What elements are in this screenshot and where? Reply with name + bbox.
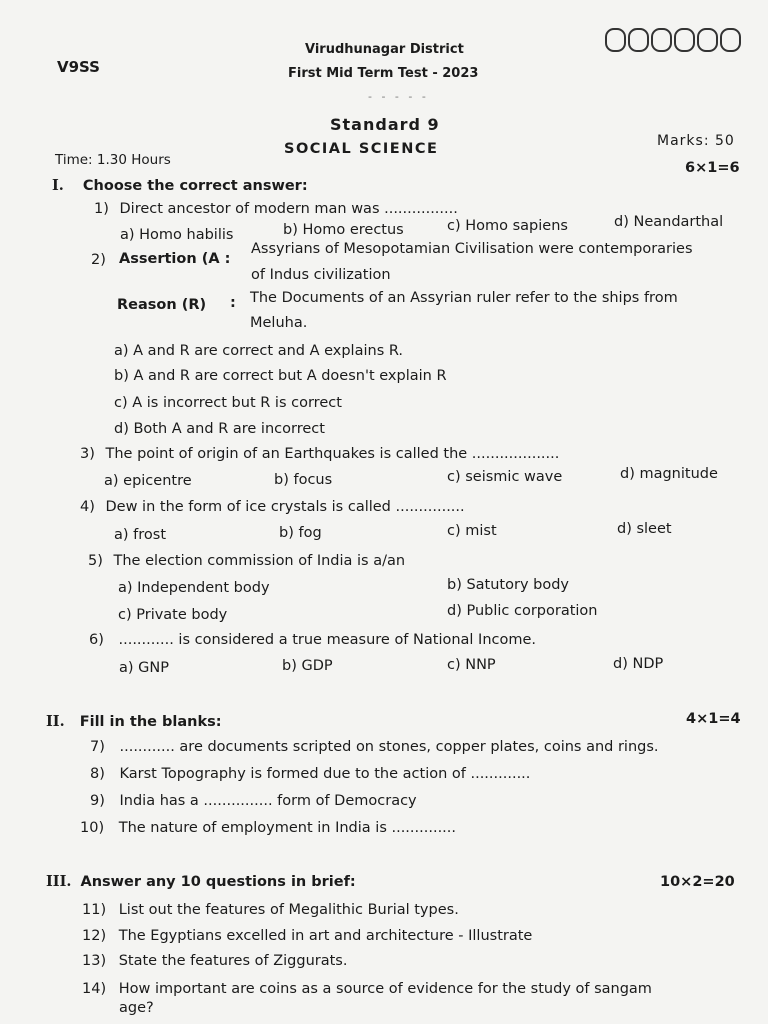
section-3-number: III. <box>46 873 72 890</box>
register-number-boxes <box>605 28 743 52</box>
q3-option-a: a) epicentre <box>104 473 192 489</box>
section-3-heading <box>46 873 356 890</box>
q5-option-b: b) Satutory body <box>447 577 570 593</box>
question-text: List out the features of Megalithic Burial types. <box>118 902 459 918</box>
header-divider: - - - - - <box>368 90 429 103</box>
q3-option-b: b) focus <box>274 472 333 488</box>
q4-option-a: a) frost <box>114 527 167 543</box>
question-11 <box>82 902 459 918</box>
question-text: The nature of employment in India is .............. <box>118 820 457 836</box>
question-number: 1) <box>94 201 109 217</box>
reason-colon: : <box>230 295 236 311</box>
question-text: ............ are documents scripted on stones, copper plates, coins and rings. <box>119 739 659 755</box>
question-12 <box>82 928 532 944</box>
section-2-heading <box>46 713 222 730</box>
section-1-number: I. <box>52 177 64 194</box>
q1-option-c: c) Homo sapiens <box>447 218 568 234</box>
question-number: 10) <box>80 820 105 836</box>
register-box <box>628 28 649 52</box>
question-text: Karst Topography is formed due to the action of ............. <box>119 766 531 782</box>
test-name: First Mid Term Test - 2023 <box>288 66 479 81</box>
q4-option-b: b) fog <box>279 525 322 541</box>
q4-option-d: d) sleet <box>617 521 672 537</box>
section-3-title: Answer any 10 questions in brief: <box>80 874 356 890</box>
question-text: India has a ............... form of Democracy <box>119 793 417 809</box>
section-3-marks: 10×2=20 <box>660 874 735 890</box>
question-number: 8) <box>90 766 105 782</box>
q5-option-d: d) Public corporation <box>447 603 598 619</box>
q2-option-b: b) A and R are correct but A doesn't explain R <box>114 368 447 384</box>
q4-option-c: c) mist <box>447 523 497 539</box>
question-14 <box>82 981 652 997</box>
question-2-number: 2) <box>91 252 106 268</box>
question-10 <box>80 820 456 836</box>
section-1-heading <box>52 177 308 194</box>
q2-option-a: a) A and R are correct and A explains R. <box>114 343 404 359</box>
question-number: 7) <box>90 739 105 755</box>
question-number: 11) <box>82 902 107 918</box>
question-number: 3) <box>80 446 95 462</box>
question-text: Dew in the form of ice crystals is called ............... <box>105 499 465 515</box>
q5-option-c: c) Private body <box>118 607 228 623</box>
section-1-title: Choose the correct answer: <box>82 178 308 194</box>
question-number: 9) <box>90 793 105 809</box>
assertion-text-line-1: Assyrians of Mesopotamian Civilisation were contemporaries <box>251 241 693 257</box>
question-number: 13) <box>82 953 107 969</box>
q6-option-a: a) GNP <box>119 660 169 676</box>
subject-title: SOCIAL SCIENCE <box>284 141 439 157</box>
question-number: 14) <box>82 981 107 997</box>
q6-option-c: c) NNP <box>447 657 496 673</box>
question-number: 4) <box>80 499 95 515</box>
section-2-title: Fill in the blanks: <box>79 714 222 730</box>
question-3 <box>80 446 559 462</box>
question-number: 6) <box>89 632 104 648</box>
question-text: The election commission of India is a/an <box>113 553 406 569</box>
q3-option-c: c) seismic wave <box>447 469 563 485</box>
question-text: State the features of Ziggurats. <box>118 953 348 969</box>
question-text: Direct ancestor of modern man was ................ <box>119 201 458 217</box>
q2-option-c: c) A is incorrect but R is correct <box>114 395 342 411</box>
question-5 <box>88 553 405 569</box>
register-box <box>651 28 672 52</box>
q2-option-d: d) Both A and R are incorrect <box>114 421 325 437</box>
question-13 <box>82 953 347 969</box>
q1-option-d: d) Neandarthal <box>614 214 724 230</box>
q5-option-a: a) Independent body <box>118 580 270 596</box>
section-2-marks: 4×1=4 <box>686 711 741 727</box>
reason-text-line-2: Meluha. <box>250 315 308 331</box>
q6-option-b: b) GDP <box>282 658 333 674</box>
reason-label: Reason (R) <box>117 297 207 313</box>
question-text-line-1: How important are coins as a source of evidence for the study of sangam <box>118 981 652 997</box>
question-14-line-2: age? <box>119 1000 154 1016</box>
exam-code: V9SS <box>57 58 100 76</box>
question-6 <box>89 632 536 648</box>
question-1 <box>94 201 458 217</box>
assertion-text-line-2: of Indus civilization <box>251 267 391 283</box>
district-name: Virudhunagar District <box>305 42 464 57</box>
question-text: The Egyptians excelled in art and architecture - Illustrate <box>118 928 533 944</box>
question-number: 12) <box>82 928 107 944</box>
standard-title: Standard 9 <box>330 115 440 134</box>
q3-option-d: d) magnitude <box>620 466 718 482</box>
reason-text-line-1: The Documents of an Assyrian ruler refer to the ships from <box>250 290 678 306</box>
question-4 <box>80 499 465 515</box>
register-box <box>674 28 695 52</box>
question-text: The point of origin of an Earthquakes is called the ................... <box>105 446 560 462</box>
register-box <box>720 28 741 52</box>
section-2-number: II. <box>46 713 65 730</box>
question-number: 5) <box>88 553 103 569</box>
q1-option-a: a) Homo habilis <box>120 227 234 243</box>
q6-option-d: d) NDP <box>613 656 664 672</box>
question-9 <box>90 793 417 809</box>
section-1-marks: 6×1=6 <box>685 160 740 176</box>
register-box <box>605 28 626 52</box>
question-text: ............ is considered a true measure of National Income. <box>118 632 537 648</box>
q1-option-b: b) Homo erectus <box>283 222 404 238</box>
exam-time: Time: 1.30 Hours <box>55 152 171 168</box>
question-8 <box>90 766 530 782</box>
question-7 <box>90 739 659 755</box>
total-marks: Marks: 50 <box>657 133 735 149</box>
assertion-label: Assertion (A : <box>119 251 231 267</box>
register-box <box>697 28 718 52</box>
